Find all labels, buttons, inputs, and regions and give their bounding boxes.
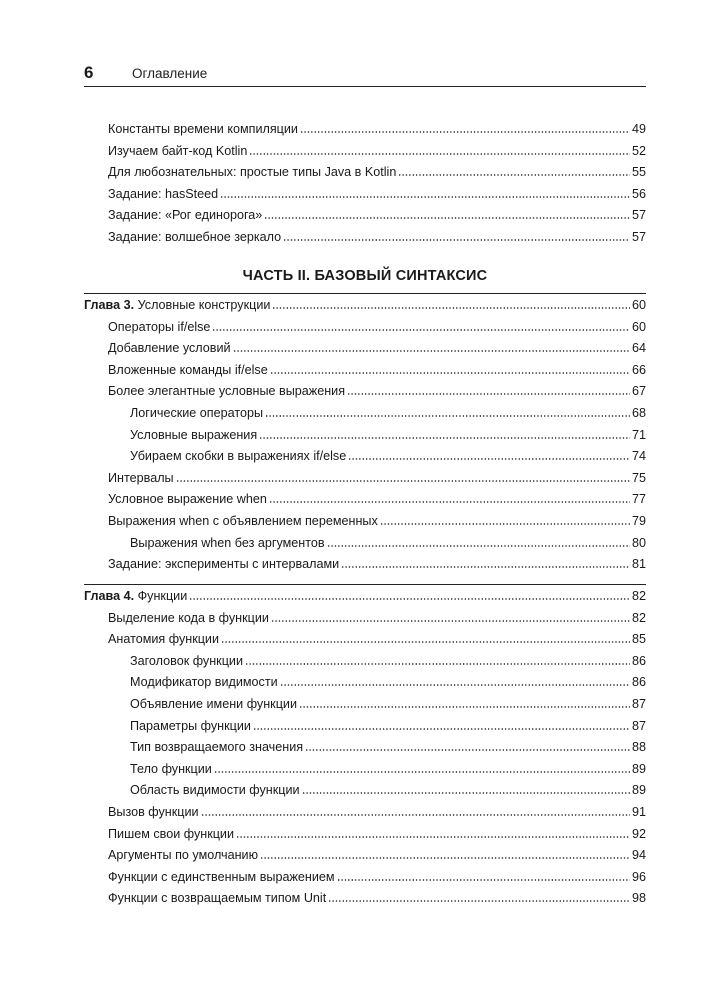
toc-entry-label: Модификатор видимости [130, 675, 278, 690]
toc-page-number: 87 [631, 697, 646, 711]
toc-entry-label [84, 588, 187, 604]
toc-page-number: 98 [631, 891, 646, 906]
toc-subentry [130, 423, 646, 443]
dot-leader [269, 500, 630, 504]
toc-page-number: 57 [631, 208, 646, 223]
toc-entry-label: Объявление имени функции [130, 697, 297, 711]
dot-leader [264, 216, 630, 220]
toc-entry-label: Убираем скобки в выражениях if/else [130, 449, 347, 464]
toc-entry [108, 203, 646, 223]
dot-leader [259, 436, 630, 440]
toc-page-number: 67 [631, 384, 646, 399]
toc-entry-label: Анатомия функции [108, 632, 219, 647]
toc-entry [108, 315, 646, 335]
toc-page-number: 80 [631, 535, 646, 550]
dot-leader [214, 770, 630, 774]
toc-entry [108, 800, 646, 820]
toc-entry-label: Область видимости функции [130, 783, 300, 798]
toc-entry [108, 160, 646, 180]
dot-leader [272, 306, 630, 310]
running-head-title: Оглавление [132, 66, 208, 81]
toc-page-number: 71 [631, 427, 646, 442]
toc-entry [108, 117, 646, 137]
toc-entry [108, 843, 646, 863]
chapter-title: Функции [137, 589, 188, 603]
running-head [84, 62, 646, 87]
toc-page-number: 57 [631, 230, 646, 244]
toc-page-number: 74 [631, 449, 646, 464]
chapter-title: Условные конструкции [137, 298, 271, 312]
toc-entry [108, 509, 646, 529]
toc-entry [108, 487, 646, 507]
toc-page-number: 86 [631, 653, 646, 668]
toc-subentry [130, 757, 646, 777]
toc-subentry [130, 778, 646, 798]
toc-page-number: 56 [631, 186, 646, 201]
toc-page-number: 52 [631, 143, 646, 158]
dot-leader [189, 597, 630, 601]
chapter-number: Глава 3. [84, 298, 135, 312]
toc-entry-label: Выражения when без аргументов [130, 535, 325, 550]
dot-leader [398, 173, 630, 177]
toc-page-number: 88 [631, 740, 646, 755]
toc-entry [108, 627, 646, 647]
toc-entry-label: Для любознательных: простые типы Java в Kotlin [108, 165, 397, 180]
toc-entry [108, 886, 646, 906]
dot-leader [270, 371, 630, 375]
dot-leader [348, 457, 630, 461]
toc-page-number: 60 [631, 319, 646, 334]
toc-entry-label: Задание: «Рог единорога» [108, 208, 263, 223]
toc-entry-label: Функции с возвращаемым типом Unit [108, 891, 327, 906]
toc-page-number: 66 [631, 362, 646, 377]
toc-entry-label: Выделение кода в функции [108, 610, 269, 625]
toc-page-number: 77 [631, 492, 646, 507]
toc-subentry [130, 649, 646, 669]
dot-leader [201, 813, 630, 817]
toc-entry-label: Задание: эксперименты с интервалами [108, 557, 340, 572]
dot-leader [337, 878, 630, 882]
dot-leader [328, 899, 630, 903]
toc-entry [108, 182, 646, 202]
toc-page-number: 64 [631, 341, 646, 356]
dot-leader [212, 328, 630, 332]
toc-entry-label [84, 297, 270, 313]
toc-entry-label: Параметры функции [130, 718, 251, 733]
toc-page-number: 94 [631, 848, 646, 863]
toc-page-number: 82 [631, 589, 646, 603]
toc-entry-label: Пишем свои функции [108, 826, 234, 841]
toc-subentry [130, 401, 646, 421]
dot-leader [233, 349, 630, 353]
toc-entry [108, 552, 646, 572]
toc-entry-label: Тело функции [130, 761, 212, 776]
dot-leader [260, 856, 630, 860]
toc-entry-label: Логические операторы [130, 406, 264, 420]
dot-leader [283, 238, 630, 242]
toc-chapter-heading [84, 293, 646, 313]
toc-subentry [130, 670, 646, 690]
toc-page-number: 87 [631, 718, 646, 733]
dot-leader [236, 835, 630, 839]
toc-entry-label: Функции с единственным выражением [108, 869, 335, 884]
toc-page-number: 89 [631, 783, 646, 798]
toc-entry [108, 379, 646, 399]
dot-leader [249, 152, 630, 156]
dot-leader [271, 619, 630, 623]
toc-entry-label: Добавление условий [108, 341, 231, 356]
toc-entry-label: Задание: hasSteed [108, 186, 219, 201]
dot-leader [305, 748, 630, 752]
toc-entry-label: Задание: волшебное зеркало [108, 230, 282, 244]
toc-page-number: 89 [631, 761, 646, 776]
toc-page-number: 68 [631, 406, 646, 420]
toc-entry [108, 606, 646, 626]
dot-leader [341, 565, 630, 569]
toc-subentry [130, 714, 646, 734]
toc-entry-label: Условные выражения [130, 427, 258, 442]
toc-entry [108, 822, 646, 842]
toc-entry-label: Константы времени компиляции [108, 122, 298, 136]
toc-entry [108, 466, 646, 486]
toc-entry-label: Более элегантные условные выражения [108, 384, 346, 399]
toc-subentry [130, 444, 646, 464]
dot-leader [347, 392, 630, 396]
dot-leader [253, 727, 630, 731]
toc-entry-label: Заголовок функции [130, 653, 243, 668]
toc-page-number: 96 [631, 869, 646, 884]
dot-leader [221, 640, 630, 644]
toc-chapter-heading [84, 584, 646, 604]
toc-subentry [130, 735, 646, 755]
toc-entry-label: Вложенные команды if/else [108, 362, 268, 377]
dot-leader [300, 130, 630, 134]
toc-entry-label: Операторы if/else [108, 319, 211, 334]
toc-entry-label: Выражения when с объявлением переменных [108, 514, 378, 528]
toc-entry-label: Интервалы [108, 470, 174, 485]
dot-leader [327, 544, 630, 548]
dot-leader [280, 683, 630, 687]
toc-subentry [130, 692, 646, 712]
toc-page-number: 49 [631, 122, 646, 136]
dot-leader [380, 522, 630, 526]
part-title: ЧАСТЬ II. БАЗОВЫЙ СИНТАКСИС [242, 268, 488, 284]
dot-leader [220, 195, 630, 199]
toc-page-number: 81 [631, 557, 646, 572]
toc-subentry [130, 531, 646, 551]
toc-entry [108, 358, 646, 378]
toc-entry-label: Аргументы по умолчанию [108, 848, 259, 863]
toc-entry-label: Тип возвращаемого значения [130, 740, 304, 755]
chapter-number: Глава 4. [84, 589, 135, 603]
page-number: 6 [84, 63, 94, 82]
dot-leader [299, 705, 630, 709]
toc-entry-label: Вызов функции [108, 805, 199, 819]
toc-page-number: 85 [631, 632, 646, 647]
toc-entry-label: Изучаем байт-код Kotlin [108, 143, 248, 158]
dot-leader [265, 414, 630, 418]
toc-page-number: 60 [631, 298, 646, 312]
dot-leader [245, 662, 630, 666]
toc-entry [108, 225, 646, 245]
dot-leader [176, 479, 630, 483]
toc-page-number: 55 [631, 165, 646, 180]
toc-entry [108, 865, 646, 885]
toc-entry-label: Условное выражение when [108, 492, 267, 507]
toc-page-number: 86 [631, 675, 646, 690]
toc-entry [108, 139, 646, 159]
toc-page-number: 91 [631, 805, 646, 819]
toc-page-number: 92 [631, 826, 646, 841]
toc-page-number: 75 [631, 470, 646, 485]
toc-page-number: 79 [631, 514, 646, 528]
dot-leader [302, 791, 630, 795]
toc-page-number: 82 [631, 610, 646, 625]
toc-entry [108, 336, 646, 356]
